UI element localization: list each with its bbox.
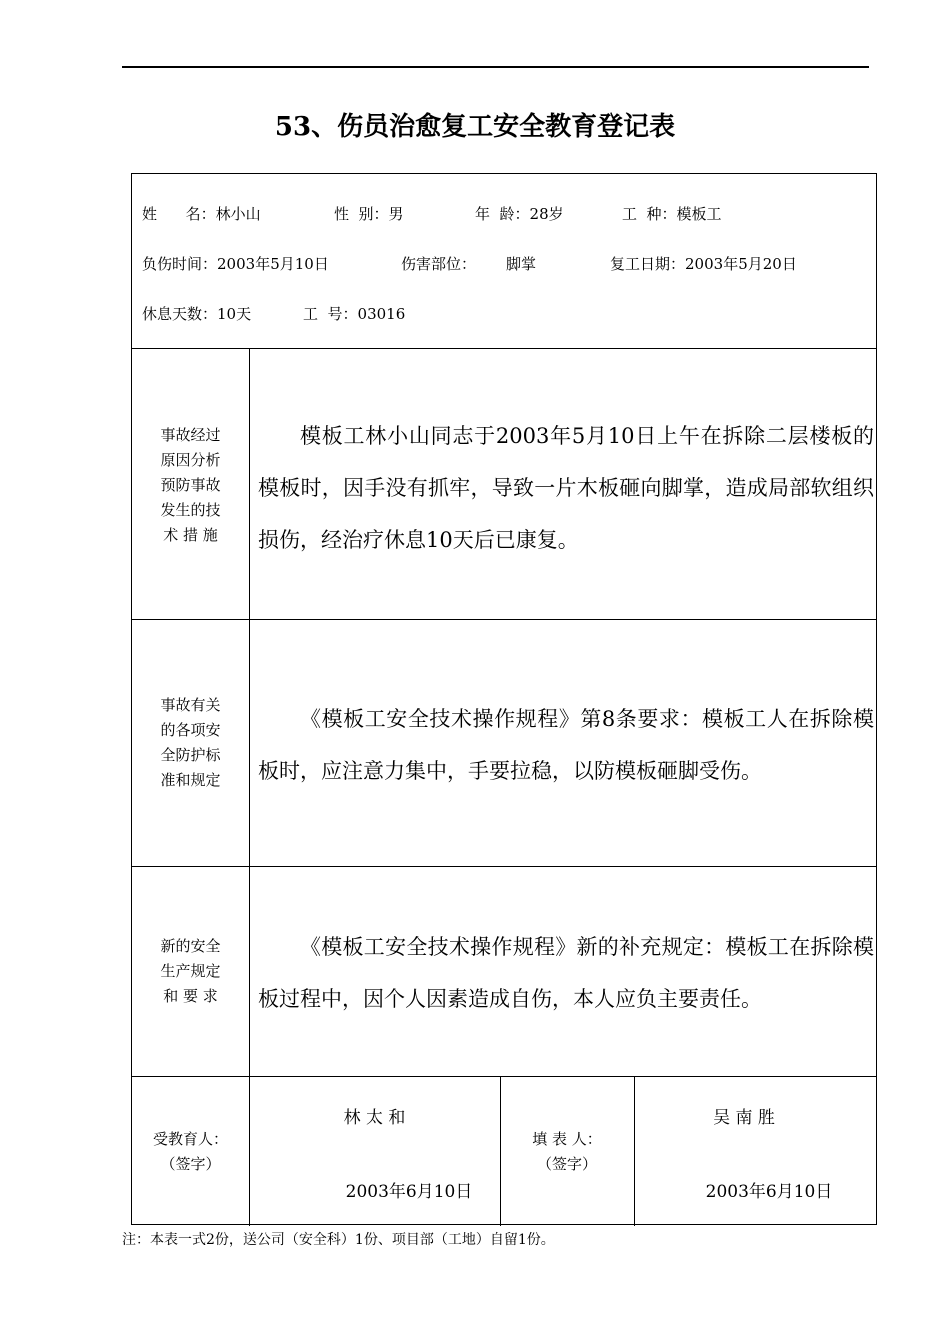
injury-time-field: 负伤时间：2003年5月10日 — [142, 255, 329, 273]
section-label-new-requirements: 新的安全 生产规定 和 要 求 — [160, 937, 221, 1005]
column-divider — [249, 348, 250, 1226]
row-divider — [132, 348, 876, 349]
registration-form — [131, 173, 877, 1225]
trainee-name: 林 太 和 — [343, 1108, 406, 1128]
filler-date: 2003年6月10日 — [705, 1182, 833, 1202]
section-text-new-requirements: 《模板工安全技术操作规程》新的补充规定：模板工在拆除模板过程中，因个人因素造成自伤，本人应负主要责任。 — [258, 935, 874, 1011]
filler-label: 填 表 人： （签字） — [532, 1130, 602, 1173]
column-divider — [634, 1076, 635, 1226]
injury-part-field: 伤害部位： 脚掌 — [401, 255, 537, 273]
name-field: 姓 名：林小山 — [142, 205, 261, 223]
row-divider — [132, 1076, 876, 1077]
rest-days-field: 休息天数：10天 — [142, 305, 252, 323]
trainee-date: 2003年6月10日 — [345, 1182, 473, 1202]
page-title: 53、伤员治愈复工安全教育登记表 — [274, 112, 676, 142]
section-label-safety-standards: 事故有关 的各项安 全防护标 准和规定 — [160, 696, 221, 789]
trade-field: 工 种：模板工 — [622, 205, 722, 223]
section-label-accident-analysis: 事故经过 原因分析 预防事故 发生的技 术 措 施 — [160, 426, 221, 544]
footnote: 注：本表一式2份，送公司（安全科）1份、项目部（工地）自留1份。 — [122, 1232, 555, 1248]
top-rule — [122, 66, 869, 68]
age-field: 年 龄：28岁 — [475, 205, 564, 223]
row-divider — [132, 619, 876, 620]
trainee-label: 受教育人： （签字） — [152, 1130, 228, 1173]
section-text-accident-analysis: 模板工林小山同志于2003年5月10日上午在拆除二层楼板的模板时，因手没有抓牢，导致一片木板砸向脚掌，造成局部软组织损伤，经治疗休息10天后已康复。 — [258, 424, 874, 552]
gender-field: 性 别：男 — [334, 205, 404, 223]
section-text-safety-standards: 《模板工安全技术操作规程》第8条要求：模板工人在拆除模板时，应注意力集中，手要拉稳，以防模板砸脚受伤。 — [258, 707, 874, 783]
return-date-field: 复工日期：2003年5月20日 — [610, 255, 797, 273]
worker-id-field: 工 号：03016 — [303, 305, 406, 323]
row-divider — [132, 866, 876, 867]
filler-name: 吴 南 胜 — [713, 1108, 775, 1128]
